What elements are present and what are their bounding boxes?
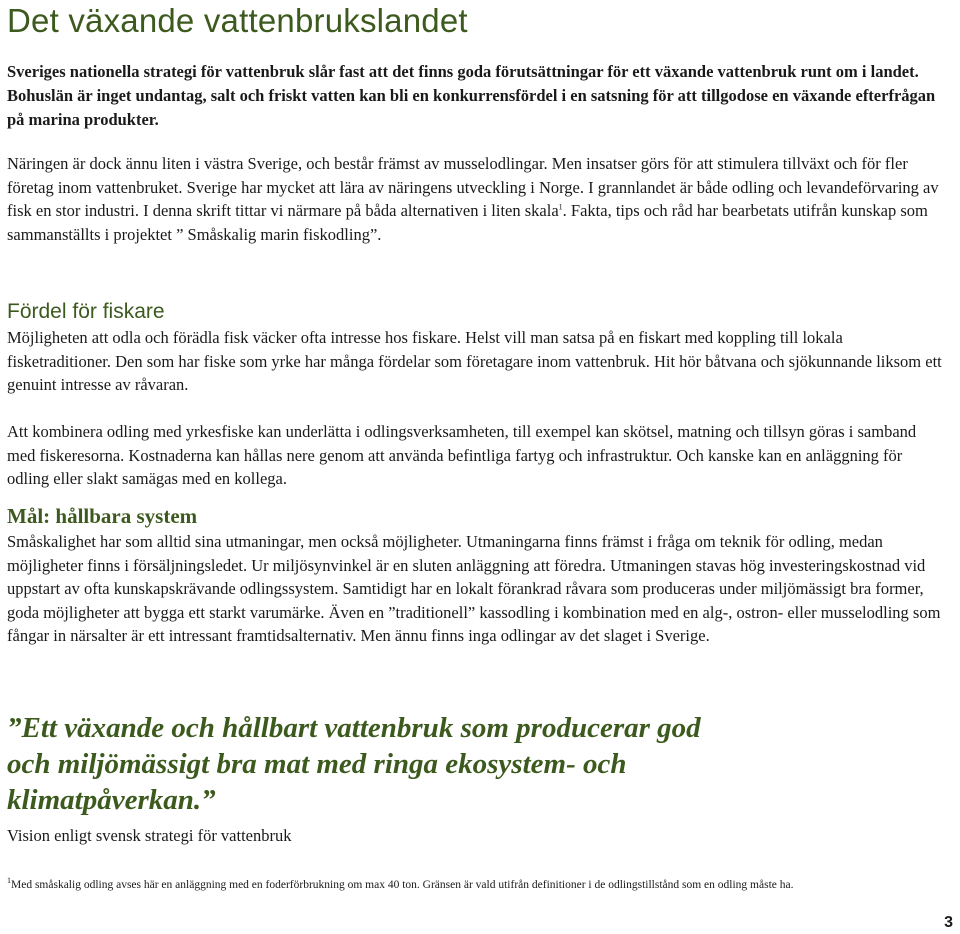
vision-quote: ”Ett växande och hållbart vattenbruk som producerar god och miljömässigt bra mat med ringa ekosystem- och klimatpåverkan.”: [7, 712, 701, 816]
footnote-ref: 1: [558, 202, 563, 212]
lead-paragraph: Sveriges nationella strategi för vattenbruk slår fast att det finns goda förutsättningar för ett växande vattenbruk runt om i landet. Bohuslän är inget undantag, salt och friskt vatten kan bli en konkurrensfördel i en satsning för att tillgodose en växande efterfrågan på marina produkter.: [7, 62, 936, 129]
page-title: Det växande vattenbrukslandet: [7, 2, 468, 39]
goal-paragraph: Småskalighet har som alltid sina utmaningar, men också möjligheter. Utmaningarna finns främst i fråga om teknik för odling, medan möjligheter finns i försäljningsledet. Ur miljösynvinkel är en sluten anläggning att föredra. Utmaningen stavas hög investeringskostnad vid uppstart av ofta kunskapskrävande odlingssystem. Samtidigt har en lokalt förankrad råvara som produceras under miljömässigt bra former, goda möjligheter att bygga ett starkt varumärke. Även en ”traditionell” kassodling i kombination med en alg-, ostron- eller musselodling som fångar in närsalter är ett intressant framtidsalternativ. Men ännu finns inga odlingar av det slaget i Sverige.: [7, 532, 941, 645]
fishers-paragraph-2: Att kombinera odling med yrkesfiske kan underlätta i odlingsverksamheten, till exempel kan skötsel, matning och tillsyn göras i samband med fiskeresorna. Kostnaderna kan hållas nere genom att använda befintliga fartyg och infrastruktur. Och kanske kan en anläggning för odling eller slakt samägas med en kollega.: [7, 422, 917, 488]
footnote: [7, 877, 827, 894]
intro-text-end: . Fakta, tips och råd har bearbetats utifrån kunskap som sammanställts i projektet ” Småskalig marin fiskodling”.: [7, 201, 928, 244]
intro-text: Näringen är dock ännu liten i västra Sverige, och består främst av musselodlingar. Men insatser görs för att stimulera tillväxt och för fler företag inom vattenbruket. Sverige har mycket att lära av näringens utveckling i Norge. I grannlandet är både odling och levandeförvaring av fisk en stor industri. I denna skrift tittar vi närmare på båda alternativen i liten skala: [7, 154, 939, 220]
quote-attribution: Vision enligt svensk strategi för vattenbruk: [7, 826, 292, 845]
fishers-paragraph-1: Möjligheten att odla och förädla fisk väcker ofta intresse hos fiskare. Helst vill man satsa på en fiskart med koppling till lokala fisketraditioner. Den som har fiske som yrke har många fördelar som företagare inom vattenbruk. Hit hör båtvana och sjökunnande liksom ett genuint intresse av råvaran.: [7, 328, 942, 394]
intro-paragraph: [7, 152, 947, 246]
footnote-text: Med småskalig odling avses här en anläggning med en foderförbrukning om max 40 ton. Gränsen är vald utifrån definitioner i de odlingstillstånd som en odling måste ha.: [11, 879, 794, 891]
section-heading-goal: Mål: hållbara system: [7, 504, 198, 528]
section-heading-fishers: Fördel för fiskare: [7, 300, 165, 323]
page-number: 3: [944, 914, 953, 931]
footnote-marker: 1: [7, 876, 11, 886]
